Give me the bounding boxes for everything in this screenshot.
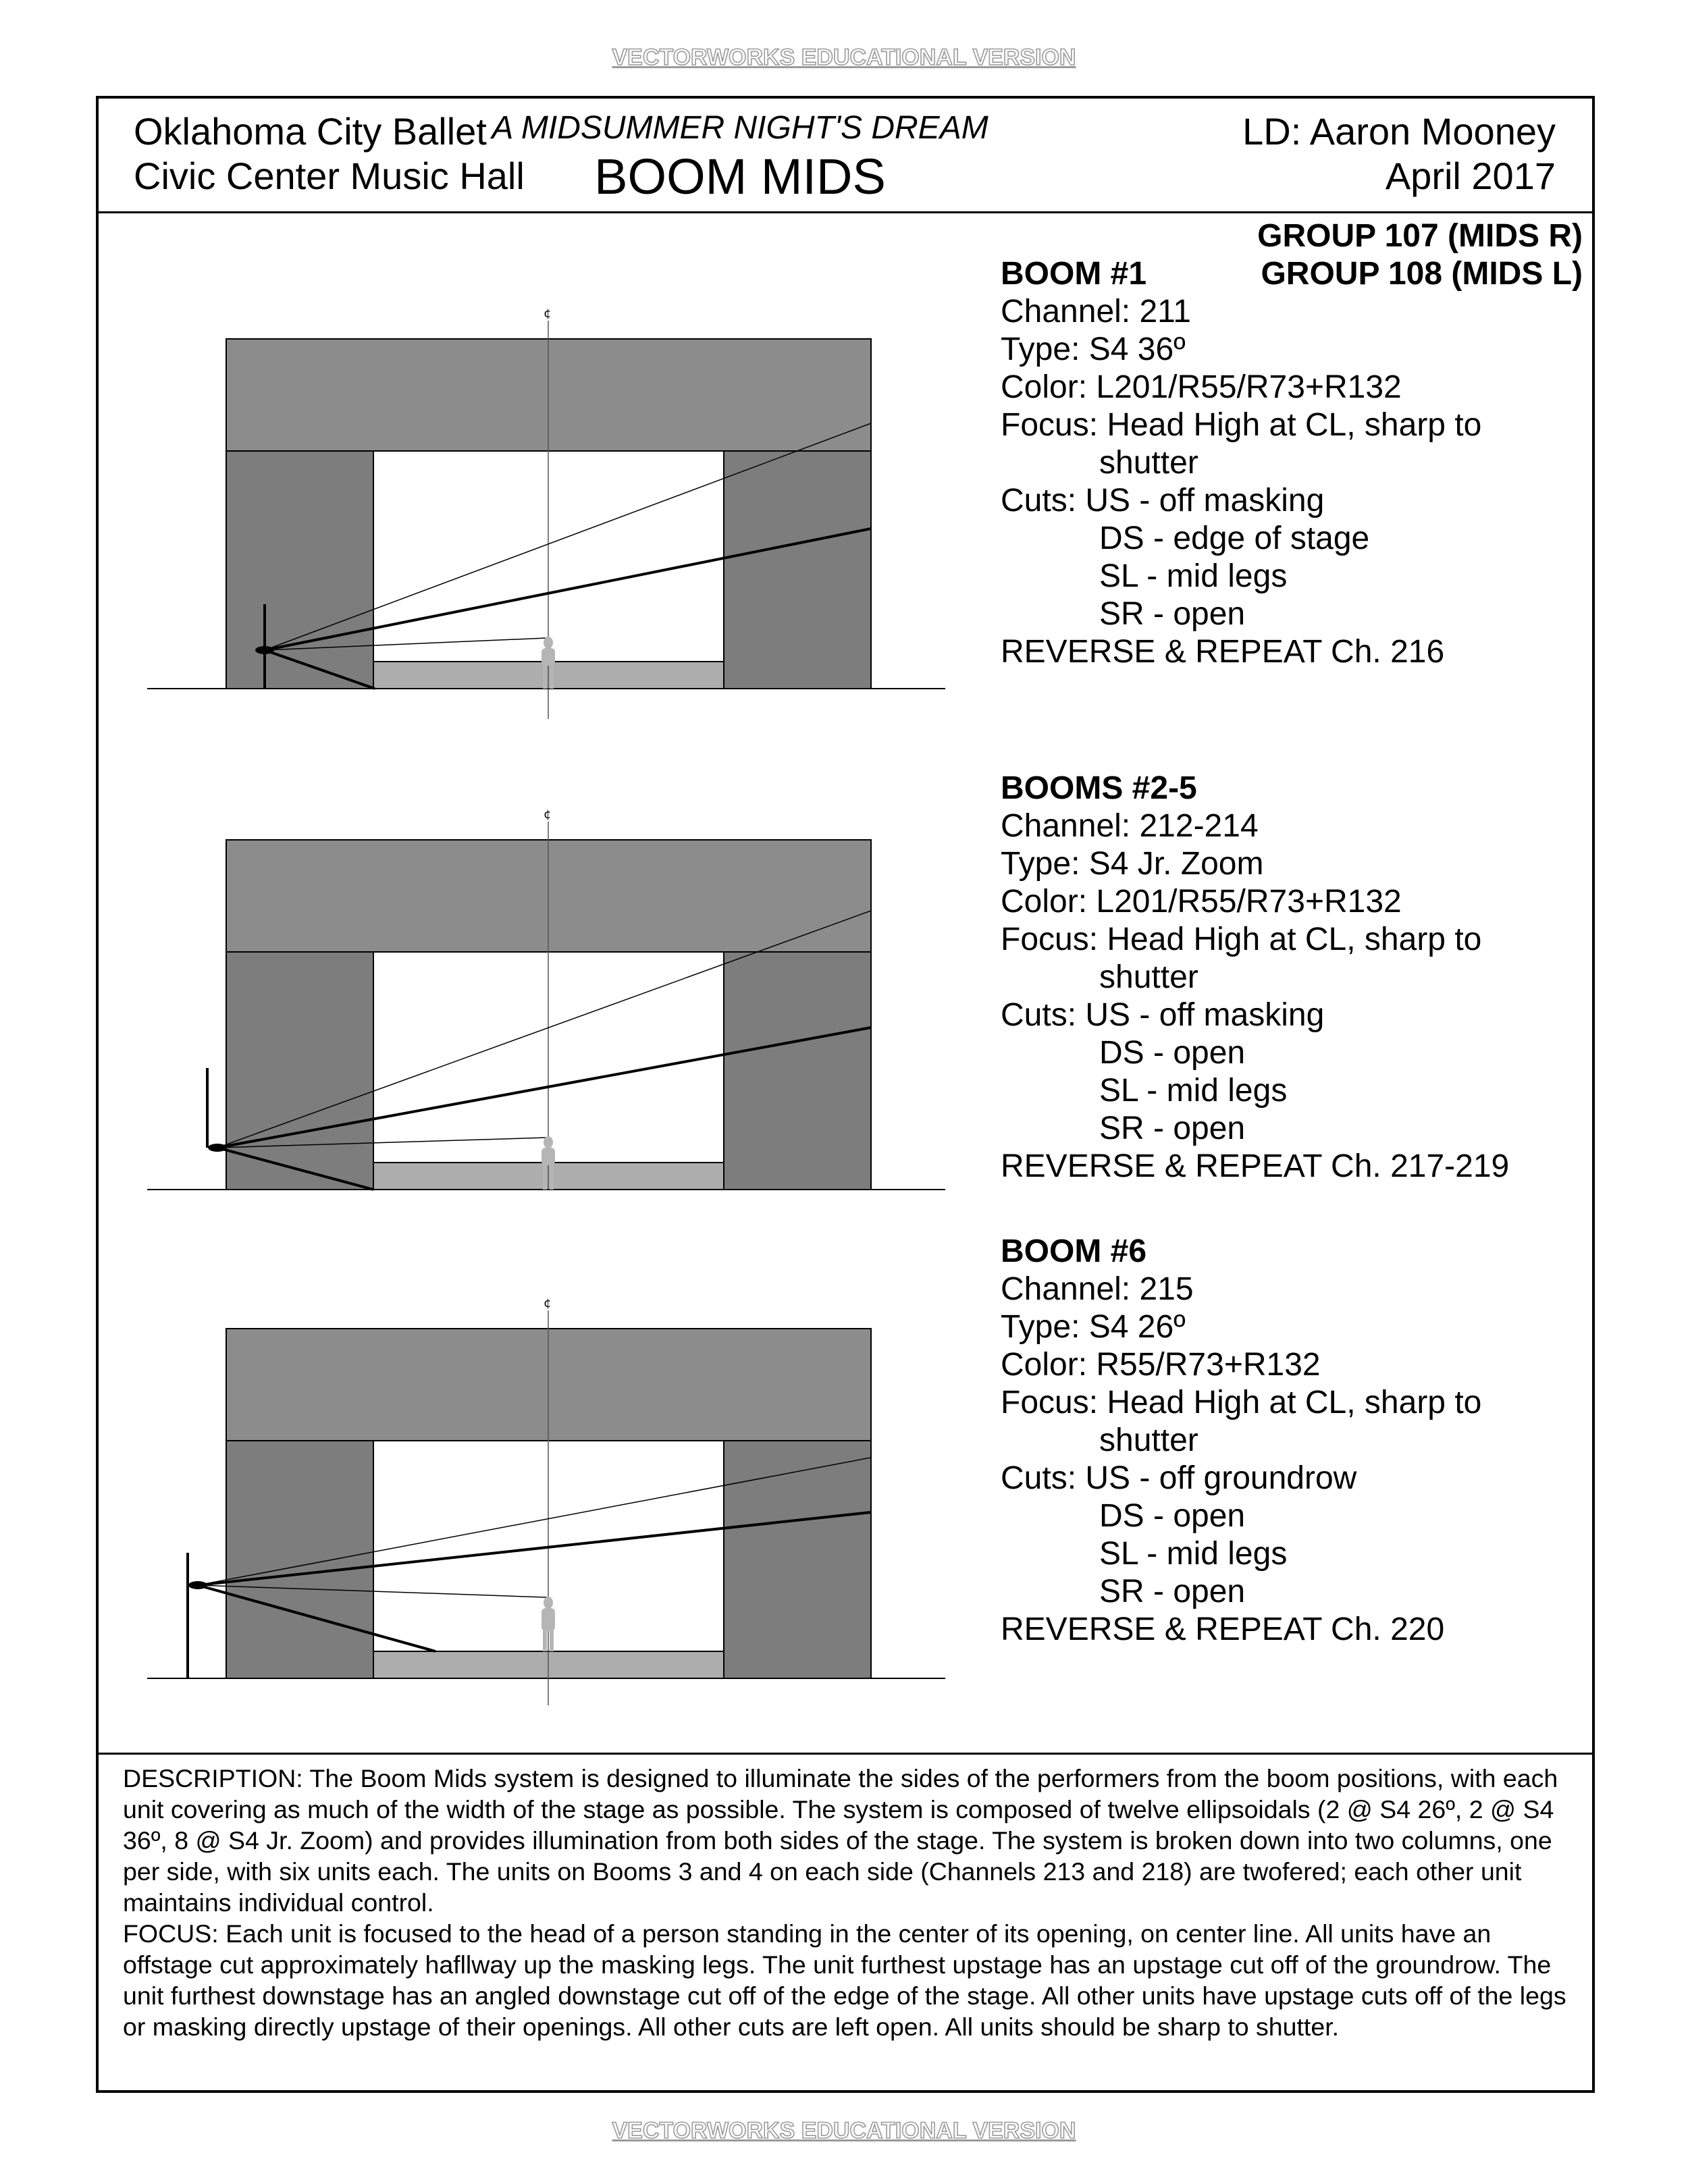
- description-note: DESCRIPTION: The Boom Mids system is designed to illuminate the sides of the performers from the boom positions, with each unit covering as much of the width of the stage as possible. The system is composed of twelve ellipsoidals (2 @ S4 26º, 2 @ S4 36º, 8 @ S4 Jr. Zoom) and provides illumination from both sides of the stage. The system is broken down into two columns, one per side, with six units each. The units on Booms 3 and 4 on each side (Channels 213 and 218) are twofered; each other unit maintains individual control.: [123, 1764, 1558, 1917]
- spec-repeat: REVERSE & REPEAT Ch. 217-219: [1001, 1148, 1510, 1184]
- spec-focus: Focus: Head High at CL, sharp to: [1001, 922, 1482, 957]
- spec-focus-cont: shutter: [1099, 1422, 1198, 1458]
- centerline-mark: ¢: [544, 1296, 552, 1310]
- spec-focus-cont: shutter: [1099, 445, 1198, 481]
- plot-date: April 2017: [1385, 155, 1556, 197]
- group-left: GROUP 108 (MIDS L): [1261, 256, 1583, 292]
- spec-cuts-us: Cuts: US - off masking: [1001, 997, 1325, 1033]
- spec-boom-6: [1001, 1233, 1595, 1649]
- centerline-mark: ¢: [544, 307, 552, 321]
- spec-type: Type: S4 36º: [1001, 331, 1186, 367]
- production-title: A MIDSUMMER NIGHT'S DREAM: [492, 110, 988, 146]
- lighting-designer: LD: Aaron Mooney: [1242, 110, 1556, 153]
- spec-type: Type: S4 26º: [1001, 1309, 1186, 1345]
- spec-type: Type: S4 Jr. Zoom: [1001, 846, 1264, 882]
- centerline-mark: ¢: [544, 807, 552, 822]
- spec-cuts-sr: SR - open: [1099, 1574, 1246, 1609]
- venue-name: Civic Center Music Hall: [134, 155, 525, 197]
- spec-heading: BOOM #6: [1001, 1233, 1147, 1269]
- plot-title: BOOM MIDS: [594, 149, 886, 205]
- notes-block: [99, 1753, 1592, 2090]
- spec-cuts-sl: SL - mid legs: [1099, 558, 1288, 594]
- spec-cuts-ds: DS - open: [1099, 1498, 1246, 1534]
- spec-color: Color: R55/R73+R132: [1001, 1347, 1321, 1383]
- focus-note: FOCUS: Each unit is focused to the head of a person standing in the center of its opening, on center line. All units have an offstage cut approximately hafllway up the masking legs. The unit furthest upstage has an upstage cut off of the groundrow. The unit furthest downstage has an angled downstage cut off of the edge of the stage. All other units have upstage cuts off of the legs or masking directly upstage of their openings. All other cuts are left open. All units should be sharp to shutter.: [123, 1919, 1566, 2041]
- group-right: GROUP 107 (MIDS R): [1257, 218, 1583, 254]
- spec-cuts-us: Cuts: US - off masking: [1001, 483, 1325, 518]
- spec-cuts-us: Cuts: US - off groundrow: [1001, 1460, 1357, 1496]
- watermark-top: VECTORWORKS EDUCATIONAL VERSION: [612, 45, 1076, 70]
- spec-channel: Channel: 211: [1001, 294, 1191, 329]
- title-block-center: [436, 108, 1044, 205]
- spec-cuts-sl: SL - mid legs: [1099, 1073, 1288, 1109]
- title-block-right: [1242, 109, 1556, 198]
- spec-cuts-sr: SR - open: [1099, 1111, 1246, 1146]
- spec-repeat: REVERSE & REPEAT Ch. 216: [1001, 634, 1445, 670]
- spec-booms-2-5: [1001, 770, 1595, 1186]
- spec-cuts-ds: DS - edge of stage: [1099, 521, 1370, 556]
- spec-focus-cont: shutter: [1099, 959, 1198, 995]
- spec-focus: Focus: Head High at CL, sharp to: [1001, 1385, 1482, 1420]
- spec-cuts-ds: DS - open: [1099, 1035, 1246, 1071]
- spec-color: Color: L201/R55/R73+R132: [1001, 369, 1402, 405]
- watermark-bottom: VECTORWORKS EDUCATIONAL VERSION: [612, 2118, 1076, 2143]
- drawing-sheet: [96, 96, 1595, 2093]
- spec-cuts-sl: SL - mid legs: [1099, 1536, 1288, 1572]
- spec-heading: BOOM #1: [1001, 256, 1147, 292]
- spec-cuts-sr: SR - open: [1099, 596, 1246, 632]
- spec-boom-1: [1001, 255, 1595, 671]
- spec-channel: Channel: 212-214: [1001, 808, 1259, 844]
- spec-channel: Channel: 215: [1001, 1271, 1194, 1307]
- spec-heading: BOOMS #2-5: [1001, 770, 1197, 806]
- title-block: [99, 99, 1592, 213]
- company-name: Oklahoma City Ballet: [134, 110, 487, 153]
- spec-color: Color: L201/R55/R73+R132: [1001, 884, 1402, 920]
- spec-repeat: REVERSE & REPEAT Ch. 220: [1001, 1612, 1445, 1647]
- spec-focus: Focus: Head High at CL, sharp to: [1001, 407, 1482, 443]
